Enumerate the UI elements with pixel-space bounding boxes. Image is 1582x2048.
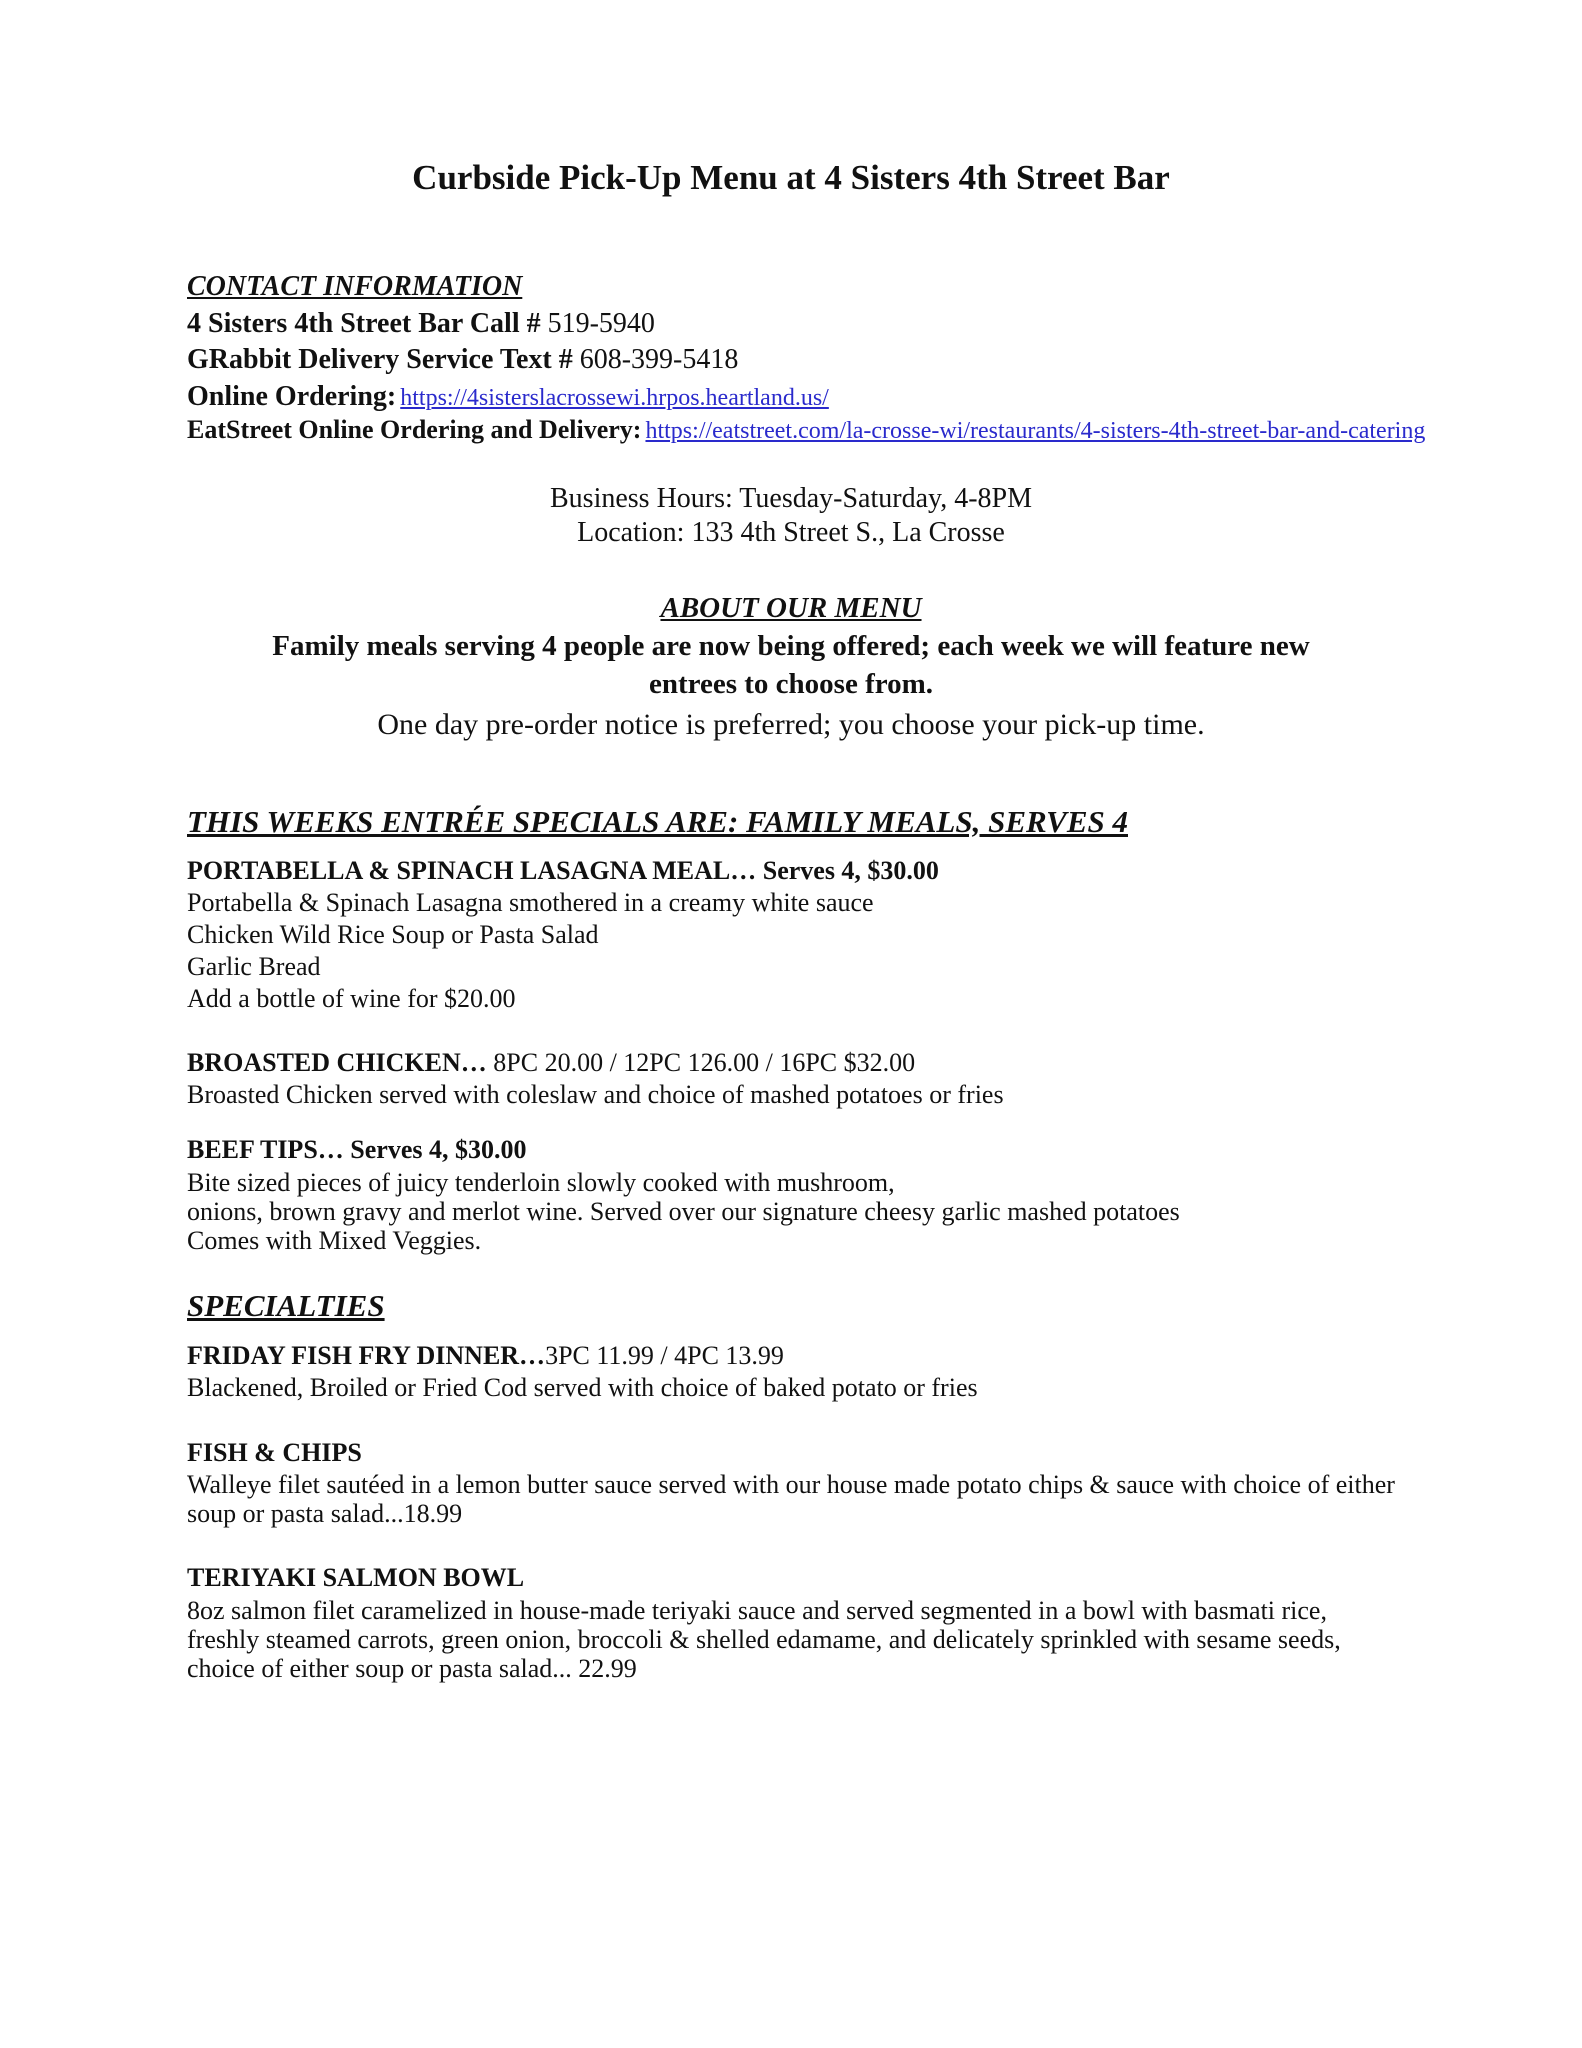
- about-line-3: One day pre-order notice is preferred; you choose your pick-up time.: [377, 708, 1205, 741]
- salmon-title: TERIYAKI SALMON BOWL: [187, 1563, 525, 1592]
- bar-phone-line: [187, 308, 655, 340]
- grabbit-phone-number: 608-399-5418: [579, 344, 739, 375]
- location: Location: 133 4th Street S., La Crosse: [577, 517, 1005, 548]
- about-heading-row: [0, 592, 1582, 625]
- business-hours: Business Hours: Tuesday-Saturday, 4-8PM: [550, 483, 1032, 514]
- beef-title: BEEF TIPS… Serves 4, $30.00: [187, 1135, 527, 1164]
- fishchips-line: Walleye filet sautéed in a lemon butter sauce served with our house made potato chips & sauce with choice of either: [187, 1470, 1395, 1499]
- online-ordering-link[interactable]: https://4sisterslacrossewi.hrpos.heartland.us/: [400, 385, 829, 411]
- lasagna-title: PORTABELLA & SPINACH LASAGNA MEAL… Serves 4, $30.00: [187, 856, 939, 885]
- eatstreet-label: EatStreet Online Ordering and Delivery:: [187, 415, 642, 444]
- grabbit-phone-label: GRabbit Delivery Service Text #: [187, 344, 573, 375]
- salmon-line: choice of either soup or pasta salad... 22.99: [187, 1654, 637, 1683]
- about-line-2: entrees to choose from.: [648, 668, 933, 700]
- beef-line: onions, brown gravy and merlot wine. Served over our signature cheesy garlic mashed potatoes: [187, 1197, 1180, 1226]
- fishchips-title: FISH & CHIPS: [187, 1438, 362, 1467]
- eatstreet-line: [187, 415, 1425, 445]
- bar-phone-label: 4 Sisters 4th Street Bar Call #: [187, 308, 541, 339]
- beef-line: Bite sized pieces of juicy tenderloin slowly cooked with mushroom,: [187, 1168, 895, 1197]
- contact-heading: CONTACT INFORMATION: [187, 271, 523, 302]
- lasagna-line: Portabella & Spinach Lasagna smothered in a creamy white sauce: [187, 888, 874, 917]
- specials-heading: THIS WEEKS ENTRÉE SPECIALS ARE: FAMILY MEALS, SERVES 4: [187, 804, 1128, 839]
- about-line-1: Family meals serving 4 people are now being offered; each week we will feature new: [272, 630, 1310, 662]
- bar-phone-number: 519-5940: [547, 308, 655, 339]
- lasagna-line: Garlic Bread: [187, 952, 321, 981]
- lasagna-line: Add a bottle of wine for $20.00: [187, 984, 516, 1013]
- page-title: Curbside Pick-Up Menu at 4 Sisters 4th Street Bar: [412, 158, 1170, 197]
- fishfry-line: Blackened, Broiled or Fried Cod served with choice of baked potato or fries: [187, 1373, 978, 1402]
- beef-line: Comes with Mixed Veggies.: [187, 1226, 482, 1255]
- chicken-price: 8PC 20.00 / 12PC 126.00 / 16PC $32.00: [486, 1048, 916, 1077]
- fishfry-title-line: [187, 1341, 784, 1371]
- online-ordering-label: Online Ordering:: [187, 381, 397, 412]
- fishchips-line: soup or pasta salad...18.99: [187, 1499, 463, 1528]
- eatstreet-link[interactable]: https://eatstreet.com/la-crosse-wi/restaurants/4-sisters-4th-street-bar-and-catering: [645, 418, 1426, 444]
- chicken-line: Broasted Chicken served with coleslaw and choice of mashed potatoes or fries: [187, 1080, 1004, 1109]
- chicken-title-line: [187, 1048, 915, 1078]
- chicken-title: BROASTED CHICKEN…: [187, 1048, 487, 1077]
- grabbit-phone-line: [187, 344, 738, 376]
- about-heading: ABOUT OUR MENU: [660, 592, 922, 624]
- fishfry-title: FRIDAY FISH FRY DINNER…: [187, 1341, 546, 1370]
- online-ordering-line: [187, 381, 829, 413]
- lasagna-line: Chicken Wild Rice Soup or Pasta Salad: [187, 920, 599, 949]
- specialties-heading: SPECIALTIES: [187, 1288, 385, 1323]
- salmon-line: 8oz salmon filet caramelized in house-made teriyaki sauce and served segmented in a bowl with basmati rice,: [187, 1596, 1327, 1625]
- fishfry-price: 3PC 11.99 / 4PC 13.99: [545, 1341, 784, 1370]
- salmon-line: freshly steamed carrots, green onion, broccoli & shelled edamame, and delicately sprinkled with sesame seeds,: [187, 1625, 1341, 1654]
